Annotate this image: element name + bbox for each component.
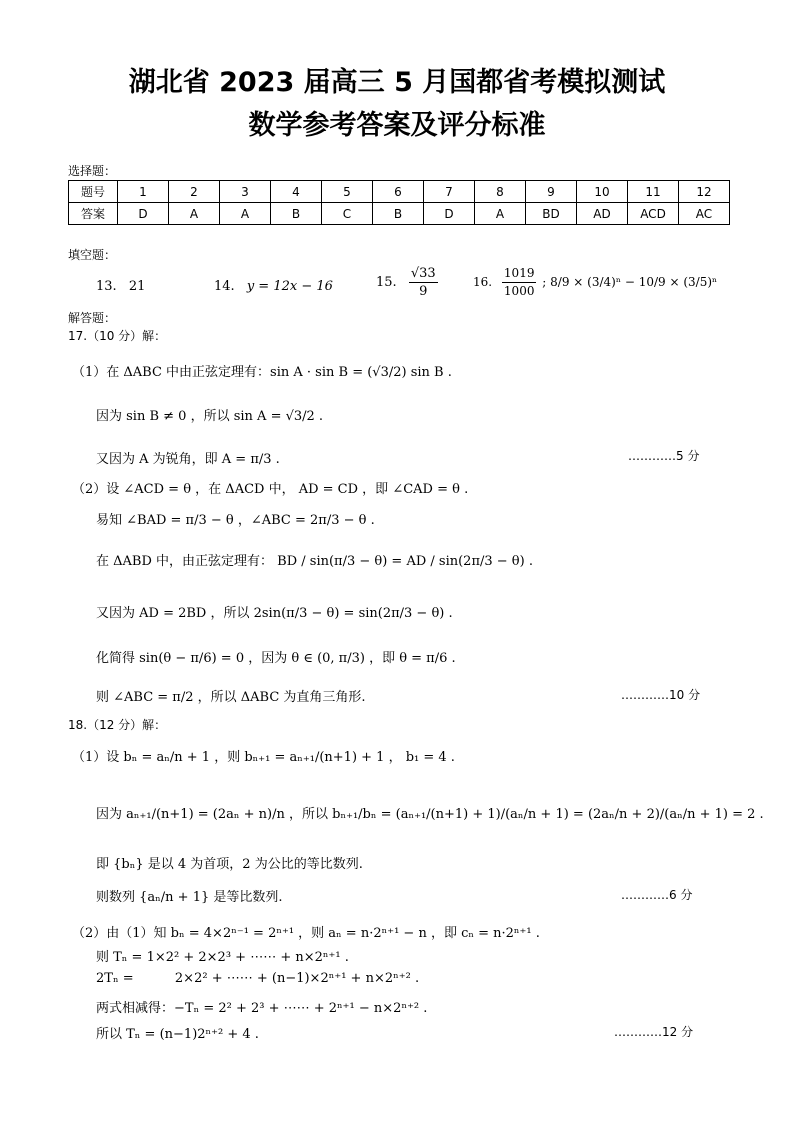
p17-score-1: …………5 分 [628,449,700,463]
p18-score-2: …………12 分 [614,1025,694,1039]
p18-line7: 2Tₙ = 2×2² + ⋯⋯ + (n−1)×2ⁿ⁺¹ + n×2ⁿ⁺² . [96,971,420,986]
fill-q15 [376,265,440,300]
page-subtitle: 数学参考答案及评分标准 [248,110,546,141]
p18-heading: 18.（12 分）解： [68,718,167,732]
row-label-a: 答案 [69,203,118,225]
fill-q14 [214,279,333,294]
p17-line4: （2）设 ∠ACD = θ ，在 ΔACD 中， AD = CD ，即 ∠CAD = θ . [72,482,469,497]
q-number: 11 [628,181,679,203]
answer-cell: C [322,203,373,225]
fill-q16 [473,265,717,300]
table-row-numbers [69,181,730,203]
answer-cell: A [475,203,526,225]
answer-cell: BD [526,203,577,225]
answer-cell: D [424,203,475,225]
q-number: 2 [169,181,220,203]
p18-line8: 两式相减得：−Tₙ = 2² + 2³ + ⋯⋯ + 2ⁿ⁺¹ − n×2ⁿ⁺² . [96,1001,428,1016]
q15-numerator: √33 [410,266,436,281]
q16-number: 16. [473,275,493,289]
p17-heading: 17.（10 分）解： [68,329,167,343]
q-number: 5 [322,181,373,203]
answer-cell: A [220,203,271,225]
answer-cell: AD [577,203,628,225]
table-row-answers [69,203,730,225]
p17-line6: 在 ΔABD 中，由正弦定理有： BD / sin(π/3 − θ) = AD / sin(2π/3 − θ) . [96,554,533,569]
q14-answer: y = 12x − 16 [246,279,333,294]
q16-numerator: 1019 [502,265,537,283]
p18-line5: （2）由（1）知 bₙ = 4×2ⁿ⁻¹ = 2ⁿ⁺¹ ，则 aₙ = n·2ⁿ⁺¹ − n ，即 cₙ = n·2ⁿ⁺¹ . [72,926,540,941]
p18-line1: （1）设 bₙ = aₙ/n + 1 ，则 bₙ₊₁ = aₙ₊₁/(n+1) + 1 ， b₁ = 4 . [72,750,455,765]
p17-line2: 因为 sin B ≠ 0 ，所以 sin A = √3/2 . [96,409,324,424]
p17-score-2: …………10 分 [621,688,701,702]
p17-line7: 又因为 AD = 2BD ，所以 2sin(π/3 − θ) = sin(2π/3 − θ) . [96,606,453,621]
q-number: 4 [271,181,322,203]
q-number: 7 [424,181,475,203]
q13-number: 13. [96,279,117,294]
answer-cell: B [271,203,322,225]
q-number: 3 [220,181,271,203]
q-number: 1 [118,181,169,203]
answer-cell: AC [679,203,730,225]
q-number: 12 [679,181,730,203]
p18-score-1: …………6 分 [621,888,693,902]
p17-line3: 又因为 A 为锐角，即 A = π/3 . [96,452,280,467]
q14-number: 14. [214,279,235,294]
answer-heading: 解答题： [68,311,117,325]
p18-line4: 则数列 {aₙ/n + 1} 是等比数列. [96,890,283,905]
p18-line6: 则 Tₙ = 1×2² + 2×2³ + ⋯⋯ + n×2ⁿ⁺¹ . [96,950,349,965]
q15-fraction [409,265,438,300]
q16-fraction [502,265,537,300]
q16-answer-rest: ; 8/9 × (3/4)ⁿ − 10/9 × (3/5)ⁿ [542,275,718,289]
answer-table [68,180,730,225]
q-number: 10 [577,181,628,203]
row-label-q: 题号 [69,181,118,203]
fill-heading: 填空题： [68,248,117,262]
p17-line5: 易知 ∠BAD = π/3 − θ ，∠ABC = 2π/3 − θ . [96,513,375,528]
page-title: 湖北省 2023 届高三 5 月国都省考模拟测试 [128,67,666,98]
p17-line8: 化简得 sin(θ − π/6) = 0 ，因为 θ ∈ (0, π/3) ，即 θ = π/6 . [96,651,456,666]
p18-line3: 即 {bₙ} 是以 4 为首项，2 为公比的等比数列. [96,857,363,872]
p17-line1: （1）在 ΔABC 中由正弦定理有：sin A · sin B = (√3/2) sin B . [72,365,452,380]
choice-heading: 选择题： [68,164,117,178]
answer-cell: A [169,203,220,225]
answer-cell: B [373,203,424,225]
q13-answer: 21 [128,279,146,294]
answer-cell: ACD [628,203,679,225]
p18-line2: 因为 aₙ₊₁/(n+1) = (2aₙ + n)/n ，所以 bₙ₊₁/bₙ = (aₙ₊₁/(n+1) + 1)/(aₙ/n + 1) = (2aₙ/n + 2)/(aₙ/n + 1) = 2 . [96,807,764,822]
q15-denominator: 9 [419,284,428,299]
q15-number: 15. [376,275,397,290]
p18-line9: 所以 Tₙ = (n−1)2ⁿ⁺² + 4 . [96,1027,259,1042]
q-number: 8 [475,181,526,203]
q-number: 6 [373,181,424,203]
q16-denominator: 1000 [503,284,535,298]
p17-line9: 则 ∠ABC = π/2 ，所以 ΔABC 为直角三角形. [96,690,366,705]
answer-cell: D [118,203,169,225]
q-number: 9 [526,181,577,203]
fill-q13 [96,279,145,294]
